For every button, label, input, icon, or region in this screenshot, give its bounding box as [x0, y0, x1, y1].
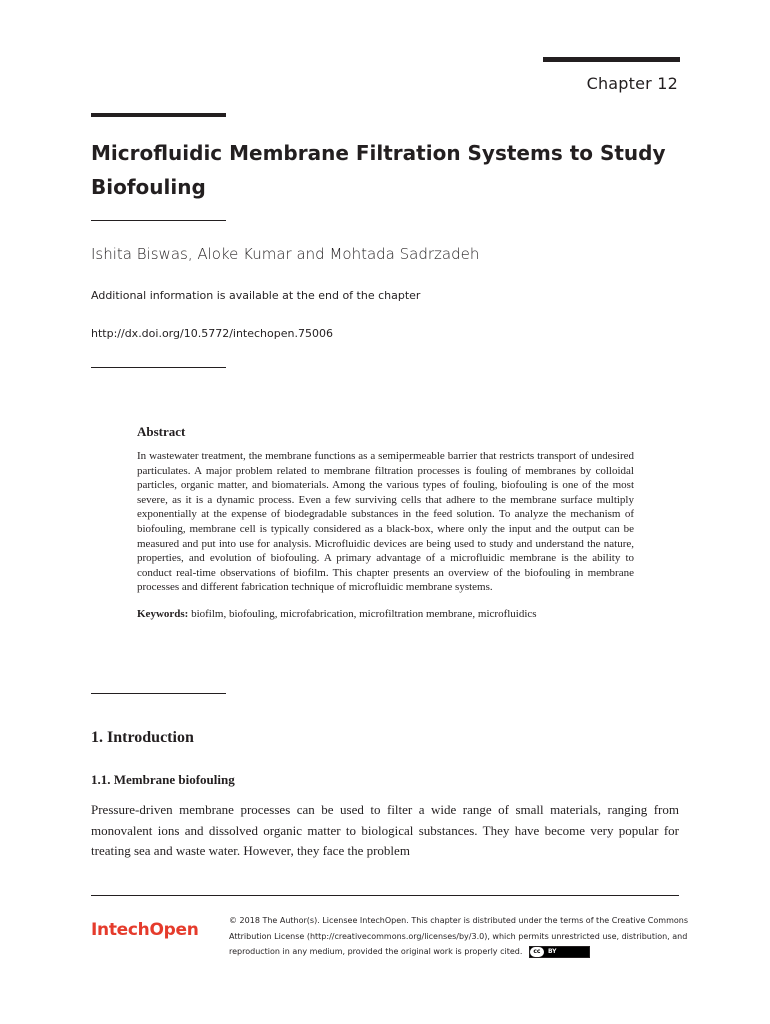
additional-info-note: Additional information is available at the end of the chapter [91, 289, 421, 302]
subsection-heading-membrane-biofouling: 1.1. Membrane biofouling [91, 772, 235, 787]
keywords-text: biofilm, biofouling, microfabrication, microfiltration membrane, microfluidics [191, 607, 537, 620]
title-top-rule [91, 113, 226, 117]
license-notice [229, 913, 689, 960]
footer-divider [91, 895, 679, 896]
cc-by-license-icon[interactable] [529, 946, 590, 958]
cc-badge-right: BY [544, 947, 589, 957]
intechopen-logo: IntechOpen [91, 920, 199, 940]
abstract-heading: Abstract [137, 424, 186, 439]
keywords-label: Keywords: [137, 607, 189, 620]
chapter-title: Microfluidic Membrane Filtration Systems to Study Biofouling [91, 141, 666, 199]
license-text: © 2018 The Author(s). Licensee IntechOpen. This chapter is distributed under the terms of the Creative Commons Attribution License (http://creativecommons.org/licenses/by/3.0), which permits unrestricted use, distribution, and reproduction in any medium, provided the original work is properly cited. [229, 916, 689, 956]
cc-badge-left: cc [530, 947, 544, 957]
chapter-label: Chapter 12 [586, 74, 678, 93]
keywords-divider [91, 693, 226, 694]
authors-divider [91, 220, 226, 221]
keywords-line [137, 607, 634, 622]
intro-paragraph: Pressure-driven membrane processes can be used to filter a wide range of small materials, ranging from monovalent ions and dissolved organic matter to biological substances. They have become very popular for treating sea and waste water. However, they face the problem [91, 802, 679, 858]
doi-link[interactable]: http://dx.doi.org/10.5772/intechopen.75006 [91, 327, 333, 340]
abstract-block [137, 424, 634, 622]
section-heading-introduction: 1. Introduction [91, 729, 194, 746]
abstract-text: In wastewater treatment, the membrane functions as a semipermeable barrier that restricts transport of undesired particulates. A major problem related to membrane filtration processes is fouling of membranes by colloidal particles, organic matter, and biomaterials. Among the various types of fouling, biofouling is one of the most severe, as it is a dynamic process. Even a few surviving cells that adhere to the membrane surface multiply exponentially at the expense of biodegradable substances in the feed solution. To analyze the mechanism of biofouling, membrane cell is typically considered as a black-box, where only the input and the output can be measured and put into use for analysis. Microfluidic devices are being used to study and understand the nature, properties, and evolution of biofouling. A primary advantage of a microfluidic membrane is the ability to conduct real-time observations of biofilm. This chapter presents an overview of the biofouling in membrane processes and different fabrication technique of microfluidic membrane systems. [137, 450, 634, 594]
author-list: Ishita Biswas, Aloke Kumar and Mohtada Sadrzadeh [91, 245, 480, 263]
chapter-top-rule [543, 57, 680, 62]
doi-divider [91, 367, 226, 368]
